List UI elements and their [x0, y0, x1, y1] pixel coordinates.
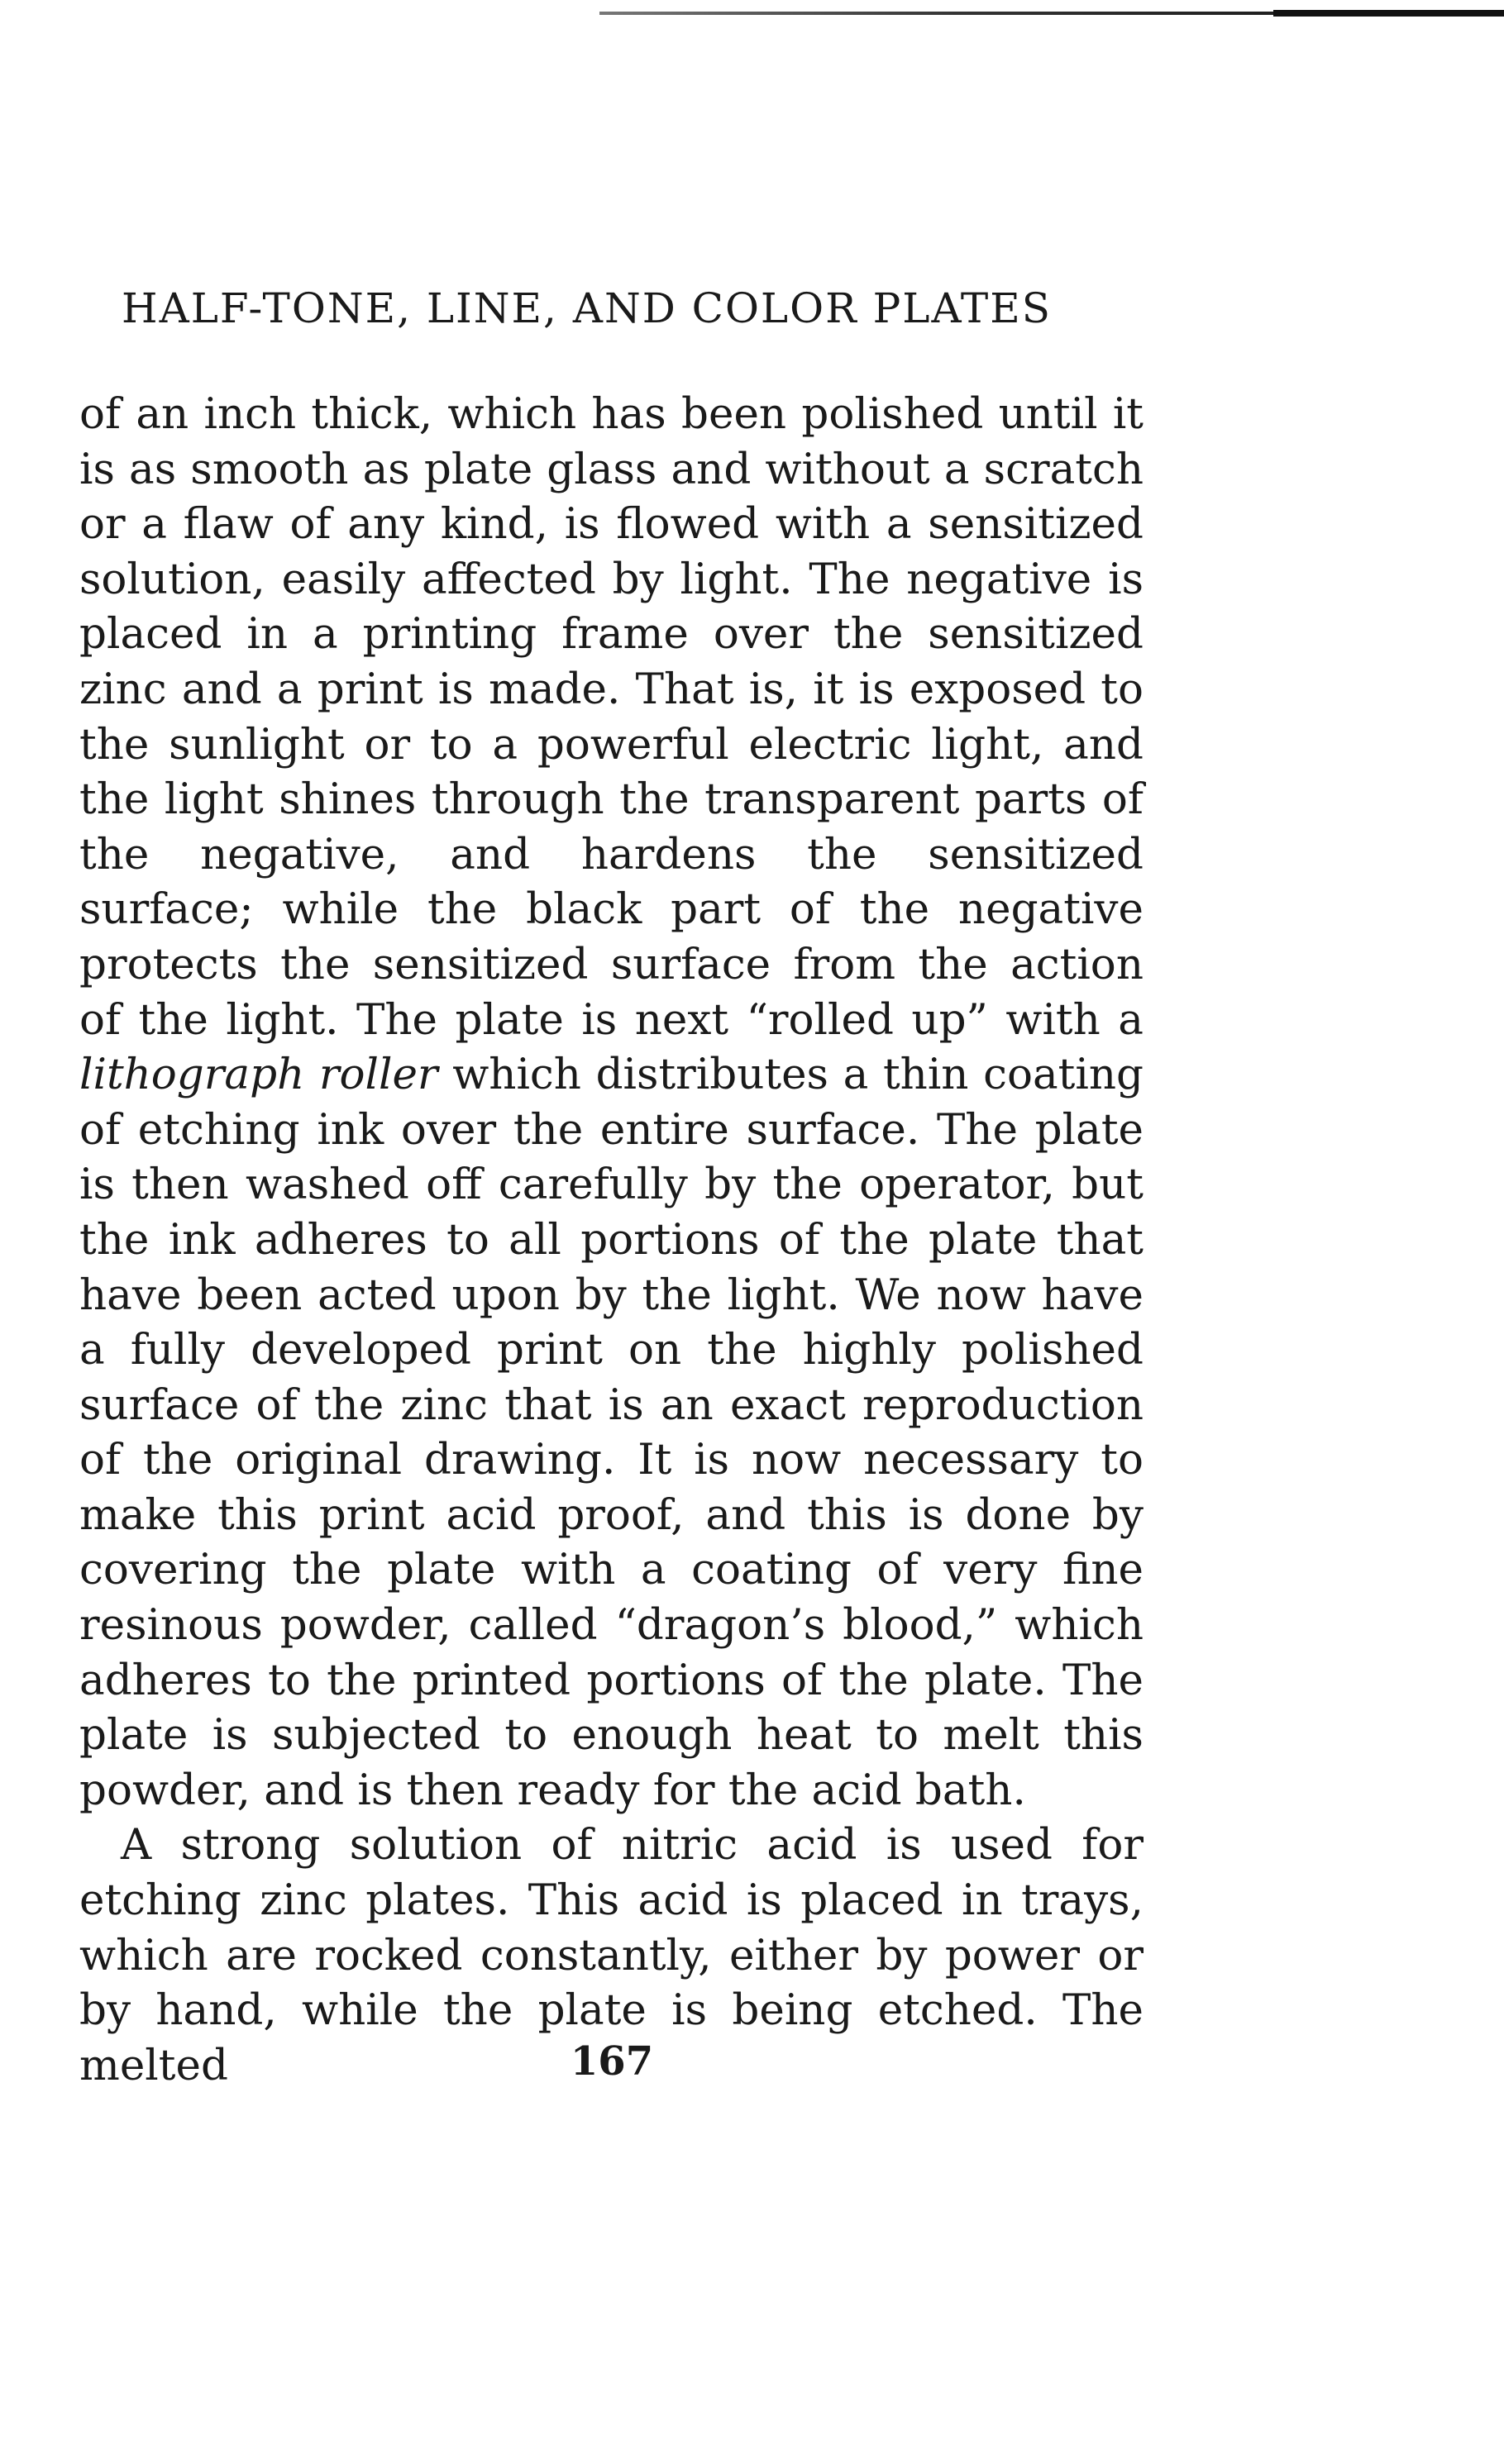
running-head: HALF-TONE, LINE, AND COLOR PLATES: [122, 284, 1052, 332]
body-text: [79, 387, 1144, 2093]
paragraph-1-part-2: which distributes a thin coating of etching ink over the entire surface. The plate is then washed off carefully by the operator, but the ink adheres to all portions of the plate that have been acted upon by the light. We now have a fully developed print on the highly polished surface of the zinc that is an exact reproduction of the original drawing. It is now necessary to make this print acid proof, and this is done by covering the plate with a coating of very fine resinous powder, called “dragon’s blood,” which adheres to the printed portions of the plate. The plate is subjected to enough heat to melt this powder, and is then ready for the acid bath.: [79, 1050, 1144, 1815]
paragraph-1: [79, 387, 1144, 1818]
paragraph-1-italic: lithograph roller: [79, 1050, 438, 1100]
top-rule-thick: [1273, 10, 1504, 17]
page-number: 167: [570, 2038, 654, 2085]
paragraph-1-part-1: of an inch thick, which has been polished until it is as smooth as plate glass and without a scratch or a flaw of any kind, is flowed with a sensitized solution, easily affected by light. The negative is placed in a printing frame over the sensitized zinc and a print is made. That is, it is exposed to the sunlight or to a powerful electric light, and the light shines through the transparent parts of the negative, and hardens the sensitized surface; while the black part of the negative protects the sensitized surface from the action of the light. The plate is next “rolled up” with a: [79, 389, 1144, 1045]
paragraph-2: A strong solution of nitric acid is used for etching zinc plates. This acid is placed in trays, which are rocked constantly, either by power or by hand, while the plate is being etched. The melted: [79, 1820, 1144, 2090]
